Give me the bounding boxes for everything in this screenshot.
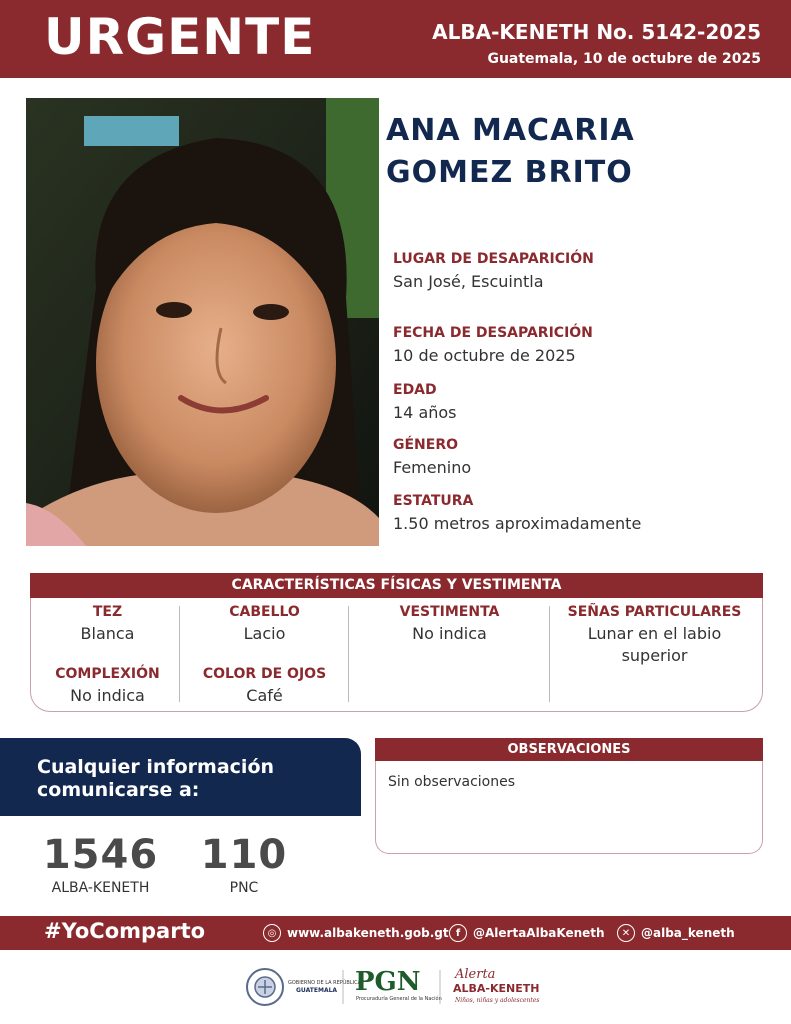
detail-value: 14 años (393, 403, 457, 422)
phone-label: PNC (229, 880, 259, 896)
website-text: www.albakeneth.gob.gt (287, 926, 449, 940)
gov-line1: GOBIERNO DE LA REPÚBLICA (288, 980, 362, 986)
contact-banner (0, 738, 361, 816)
detail-gender (393, 437, 471, 477)
char-label: VESTIMENTA (399, 604, 500, 620)
detail-label: GÉNERO (393, 437, 459, 453)
char-ojos (182, 666, 347, 707)
phone-number: 110 (200, 832, 288, 878)
facebook-icon: f (449, 924, 467, 942)
x-text: @alba_keneth (641, 926, 735, 940)
logos-row (0, 962, 791, 1012)
char-value-line1: Lunar en el labio (587, 624, 722, 643)
char-value: Lacio (243, 624, 286, 643)
alba-sub: Niños, niñas y adolescentes (455, 997, 540, 1004)
website-link[interactable] (263, 924, 449, 942)
detail-height (393, 493, 641, 533)
char-value: Café (246, 686, 283, 705)
facebook-text: @AlertaAlbaKeneth (473, 926, 605, 940)
characteristics-title: CARACTERÍSTICAS FÍSICAS Y VESTIMENTA (30, 573, 763, 598)
missing-person-photo (26, 98, 379, 546)
pgn-sub: Procuraduría General de la Nación (356, 996, 442, 1002)
char-vestimenta (352, 604, 547, 645)
detail-label: EDAD (393, 382, 437, 398)
char-label: CABELLO (229, 604, 300, 620)
divider (179, 606, 180, 702)
divider (348, 606, 349, 702)
detail-value: Femenino (393, 458, 472, 477)
detail-label: ESTATURA (393, 493, 474, 509)
person-name-line2: GOMEZ BRITO (386, 155, 633, 190)
char-value: No indica (412, 624, 487, 643)
header-bar (0, 0, 791, 78)
char-label: COMPLEXIÓN (55, 666, 160, 682)
observations-title: OBSERVACIONES (375, 738, 763, 761)
contact-line1: Cualquier información (37, 756, 275, 778)
detail-value: San José, Escuintla (393, 272, 544, 291)
char-value: Blanca (80, 624, 135, 643)
phone-number: 1546 (42, 832, 159, 878)
gov-line2: GUATEMALA (296, 987, 338, 994)
x-link[interactable] (617, 924, 735, 942)
hashtag[interactable]: #YoComparto (44, 919, 206, 943)
observations-text: Sin observaciones (388, 774, 516, 790)
detail-date (393, 325, 593, 365)
detail-value: 1.50 metros aproximadamente (393, 514, 642, 533)
detail-value: 10 de octubre de 2025 (393, 346, 576, 365)
alerta-text: Alerta (455, 967, 496, 982)
detail-label: LUGAR DE DESAPARICIÓN (393, 251, 594, 267)
char-label: SEÑAS PARTICULARES (567, 604, 742, 620)
char-senas (552, 604, 757, 667)
guatemala-seal-icon (247, 969, 283, 1005)
phone-pnc[interactable] (194, 832, 294, 896)
char-value-line2: superior (621, 646, 688, 665)
divider (549, 606, 550, 702)
globe-icon: ◎ (263, 924, 281, 942)
phone-alba-keneth[interactable] (38, 832, 163, 896)
alba-keneth-logo: ALBA-KENETH (453, 982, 540, 995)
pgn-logo: PGN (355, 967, 421, 997)
x-icon: ✕ (617, 924, 635, 942)
contact-line2: comunicarse a: (37, 779, 200, 801)
footer-bar (0, 916, 791, 950)
char-label: COLOR DE OJOS (202, 666, 327, 682)
detail-place (393, 251, 594, 291)
char-label: TEZ (92, 604, 123, 620)
char-cabello (182, 604, 347, 645)
urgent-title: URGENTE (44, 8, 316, 66)
char-tez (40, 604, 175, 645)
facebook-link[interactable] (449, 924, 605, 942)
city-date: Guatemala, 10 de octubre de 2025 (487, 51, 761, 67)
detail-label: FECHA DE DESAPARICIÓN (393, 325, 593, 341)
char-complexion (40, 666, 175, 707)
person-name (386, 110, 786, 194)
detail-age (393, 382, 457, 422)
alert-number: ALBA-KENETH No. 5142-2025 (432, 20, 761, 44)
person-name-line1: ANA MACARIA (386, 113, 635, 148)
char-value: No indica (70, 686, 145, 705)
phone-label: ALBA-KENETH (51, 880, 150, 896)
